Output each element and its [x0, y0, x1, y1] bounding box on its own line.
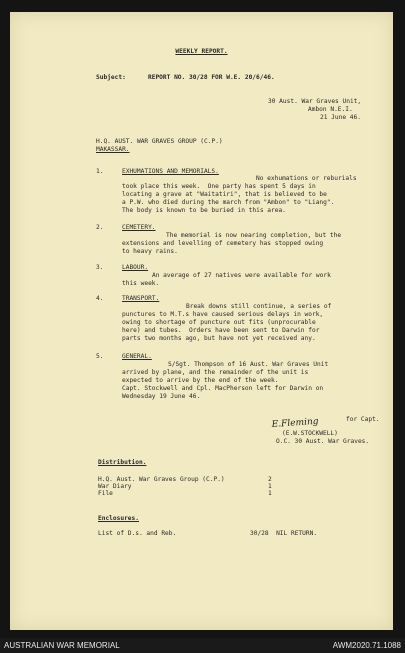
sender-date: 21 June 46.	[320, 114, 361, 121]
distribution-heading: Distribution.	[98, 459, 147, 466]
section-line: expected to arrive by the end of the week.	[122, 377, 279, 384]
sender-place: Ambon N.E.I.	[308, 106, 353, 113]
section-heading: CEMETERY.	[122, 224, 156, 231]
distribution-recipient: File	[98, 490, 113, 497]
addressee-line2: MAKASSAR.	[96, 146, 130, 153]
section-line: a P.W. who died during the march from "Ambon" to "Liang".	[122, 199, 335, 206]
section-line: owing to shortage of puncture out fits (unprocurable	[122, 319, 316, 326]
distribution-recipient: War Diary	[98, 483, 132, 490]
section-line: Break downs still continue, a series of	[186, 303, 332, 310]
handwritten-signature: E.Fleming	[271, 416, 319, 430]
distribution-recipient: H.Q. Aust. War Graves Group (C.P.)	[98, 476, 225, 483]
section-line: here) and tubes. Orders have been sent to Darwin for	[122, 327, 320, 334]
section-line: No exhumations or reburials	[256, 175, 357, 182]
section-number: 5.	[96, 353, 104, 360]
archive-footer	[0, 638, 405, 653]
section-heading: EXHUMATIONS AND MEMORIALS.	[122, 168, 219, 175]
section-number: 4.	[96, 295, 104, 302]
enclosure-right: 30/28 NIL RETURN.	[250, 530, 318, 537]
enclosure-left: List of D.s. and Reb.	[98, 530, 177, 537]
section-number: 1.	[96, 168, 104, 175]
report-title: WEEKLY REPORT.	[175, 48, 228, 55]
footer-accession-number: AWM2020.71.1088	[332, 641, 401, 650]
section-line: to heavy rains.	[122, 248, 178, 255]
section-line: Capt. Stockwell and Cpl. MacPherson left for Darwin on	[122, 385, 324, 392]
section-line: The body is known to be buried in this area.	[122, 207, 286, 214]
distribution-qty: 1	[268, 483, 272, 490]
document-page	[10, 12, 393, 630]
section-line: took place this week. One party has spent 5 days in	[122, 183, 316, 190]
subject-text: REPORT NO. 30/28 FOR W.E. 20/6/46.	[148, 74, 275, 81]
section-line: The memorial is now nearing completion, but the	[166, 232, 342, 239]
section-line: An average of 27 natives were available for work	[152, 272, 331, 279]
section-line: extensions and levelling of cemetery has stopped owing	[122, 240, 324, 247]
signatory-name: (E.W.STOCKWELL)	[282, 430, 338, 437]
section-heading: TRANSPORT.	[122, 295, 160, 302]
subject-label: Subject:	[96, 74, 126, 81]
sender-unit: 30 Aust. War Graves Unit,	[268, 98, 362, 105]
enclosures-heading: Enclosures.	[98, 515, 139, 522]
distribution-qty: 2	[268, 476, 272, 483]
signatory-role: O.C. 30 Aust. War Graves.	[276, 438, 370, 445]
section-line: punctures to M.T.s have caused serious delays in work,	[122, 311, 324, 318]
section-heading: LABOUR.	[122, 264, 149, 271]
addressee-line1: H.Q. AUST. WAR GRAVES GROUP (C.P.)	[96, 138, 223, 145]
section-line: Wednesday 19 June 46.	[122, 393, 201, 400]
section-line: locating a grave at "Waitatiri", that is believed to be	[122, 191, 327, 198]
section-number: 3.	[96, 264, 104, 271]
signature-for: for Capt.	[346, 416, 380, 423]
section-line: arrived by plane, and the remainder of the unit is	[122, 369, 309, 376]
section-number: 2.	[96, 224, 104, 231]
section-line: S/Sgt. Thompson of 16 Aust. War Graves Unit	[168, 361, 329, 368]
section-line: this week.	[122, 280, 160, 287]
footer-institution: AUSTRALIAN WAR MEMORIAL	[4, 641, 120, 650]
distribution-qty: 1	[268, 490, 272, 497]
section-line: parts two months ago, but have not yet received any.	[122, 335, 316, 342]
section-heading: GENERAL.	[122, 353, 152, 360]
